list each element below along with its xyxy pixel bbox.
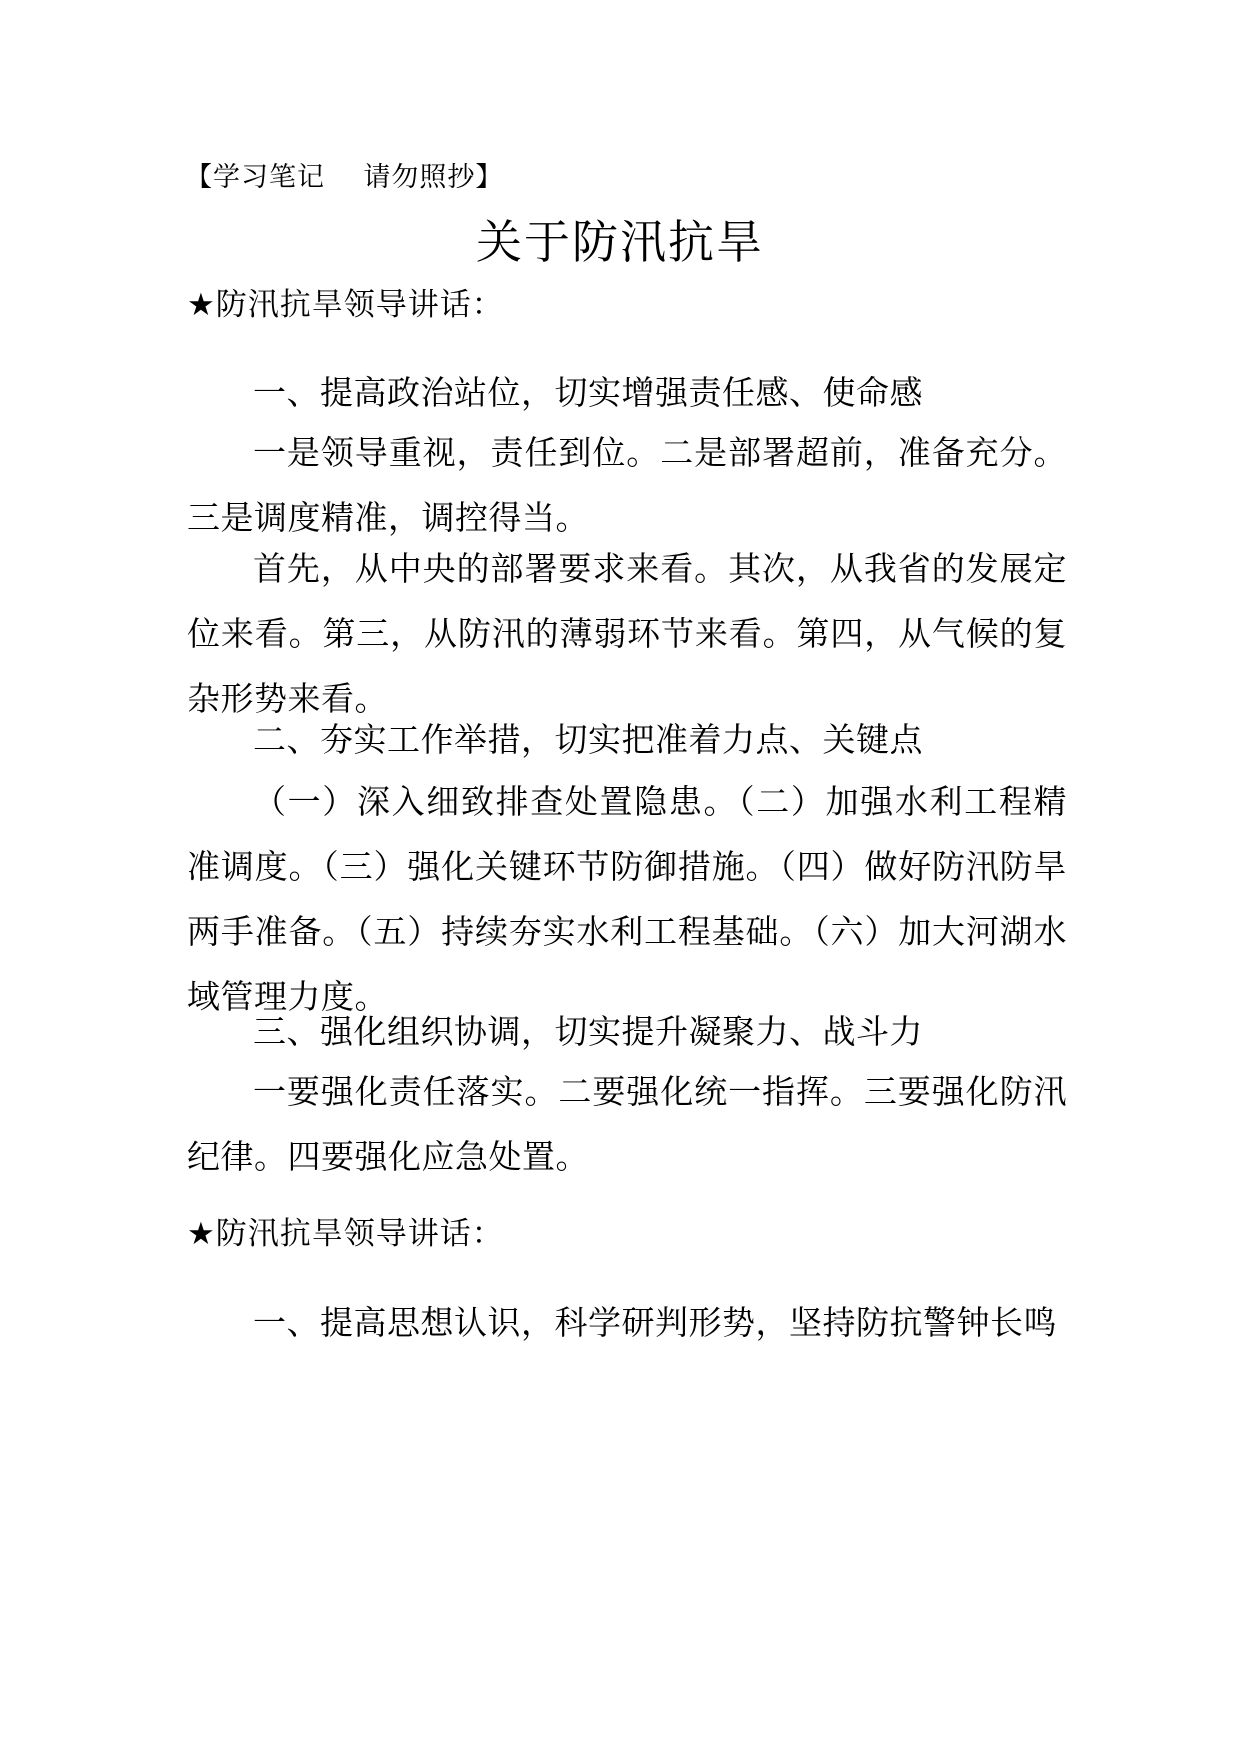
subheading-1-2: 二、夯实工作举措，切实把准着力点、关键点 [253, 720, 923, 759]
paragraph-1-1: 一是领导重视，责任到位。二是部署超前，准备充分。三是调度精准，调控得当。 [187, 433, 1067, 537]
paragraph-1-2: 首先，从中央的部署要求来看。其次，从我省的发展定位来看。第三，从防汛的薄弱环节来看。第四，从气候的复杂形势来看。 [187, 549, 1067, 718]
study-note-label: 【学习笔记 请勿照抄】 [185, 162, 504, 193]
section-heading-1: ★防汛抗旱领导讲话： [187, 287, 504, 323]
subheading-1-3: 三、强化组织协调，切实提升凝聚力、战斗力 [253, 1012, 923, 1051]
paragraph-2-1: 一、提高思想认识，科学研判形势，坚持防抗警钟长鸣 [253, 1303, 1057, 1342]
subheading-1-1: 一、提高政治站位，切实增强责任感、使命感 [253, 373, 923, 412]
paragraph-1-4: 一要强化责任落实。二要强化统一指挥。三要强化防汛纪律。四要强化应急处置。 [187, 1072, 1067, 1176]
document-title: 关于防汛抗旱 [476, 215, 764, 269]
section-heading-2: ★防汛抗旱领导讲话： [187, 1216, 504, 1252]
paragraph-1-3: （一）深入细致排查处置隐患。（二）加强水利工程精准调度。（三）强化关键环节防御措施。（四）做好防汛防旱两手准备。（五）持续夯实水利工程基础。（六）加大河湖水域管理力度。 [187, 782, 1067, 1016]
